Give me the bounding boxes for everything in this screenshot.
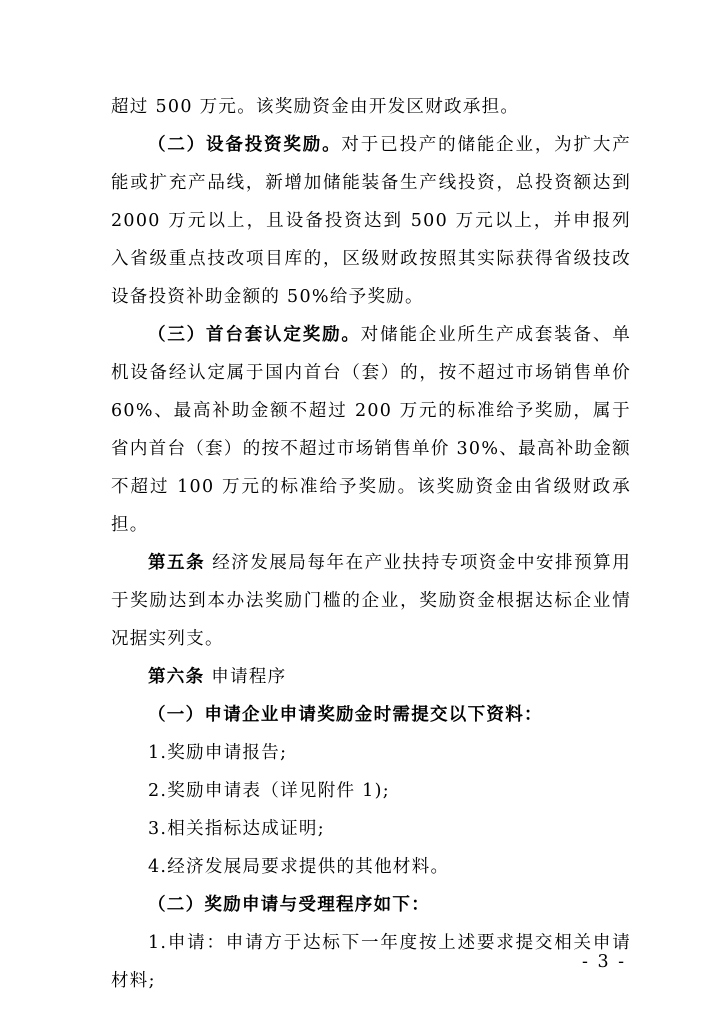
paragraph-equipment-investment-reward xyxy=(111,126,631,316)
paragraph-text: 对储能企业所生产成套装备、单机设备经认定属于国内首台（套）的，按不超过市场销售单价 60%、最高补助金额不超过 200 万元的标准给予奖励，属于省内首台（套）的按不超过市场销售单价 30%、最高补助金额不超过 100 万元的标准给予奖励。该奖励资金由省级财政承担。 xyxy=(111,325,631,535)
list-item-text: 1.申请：申请方于达标下一年度按上述要求提交相关申请材料; xyxy=(111,933,631,991)
list-item-text: 3.相关指标达成证明; xyxy=(148,819,325,839)
list-item xyxy=(111,924,631,1000)
subsection-application-procedure xyxy=(111,886,631,924)
paragraph-heading: （二）设备投资奖励。 xyxy=(148,135,342,155)
paragraph-first-unit-reward xyxy=(111,316,631,544)
paragraph-text: 对于已投产的储能企业，为扩大产能或扩充产品线，新增加储能装备生产线投资，总投资额达到 2000 万元以上，且设备投资达到 500 万元以上，并申报列入省级重点技改项目库的，区级财政按照其实际获得省级技改设备投资补助金额的 50%给予奖励。 xyxy=(111,135,632,307)
subsection-heading: （一）申请企业申请奖励金时需提交以下资料： xyxy=(148,705,543,725)
article-heading: 第五条 xyxy=(148,553,206,573)
document-body xyxy=(111,88,631,1000)
paragraph-text: 申请程序 xyxy=(204,667,287,687)
paragraph-heading: （三）首台套认定奖励。 xyxy=(148,325,361,345)
page-number: - 3 - xyxy=(582,952,627,972)
paragraph xyxy=(111,88,631,126)
list-item xyxy=(111,810,631,848)
list-item-text: 4.经济发展局要求提供的其他材料。 xyxy=(148,857,450,877)
list-item xyxy=(111,734,631,772)
list-item xyxy=(111,772,631,810)
list-item-text: 2.奖励申请表（详见附件 1); xyxy=(148,781,390,801)
article-five xyxy=(111,544,631,658)
article-six xyxy=(111,658,631,696)
subsection-heading: （二）奖励申请与受理程序如下： xyxy=(148,895,430,915)
paragraph-text: 经济发展局每年在产业扶持专项资金中安排预算用于奖励达到本办法奖励门槛的企业，奖励资金根据达标企业情况据实列支。 xyxy=(111,553,631,649)
list-item xyxy=(111,848,631,886)
subsection-required-materials xyxy=(111,696,631,734)
article-heading: 第六条 xyxy=(148,667,205,687)
list-item-text: 1.奖励申请报告; xyxy=(148,743,288,763)
paragraph-text: 超过 500 万元。该奖励资金由开发区财政承担。 xyxy=(111,97,520,117)
